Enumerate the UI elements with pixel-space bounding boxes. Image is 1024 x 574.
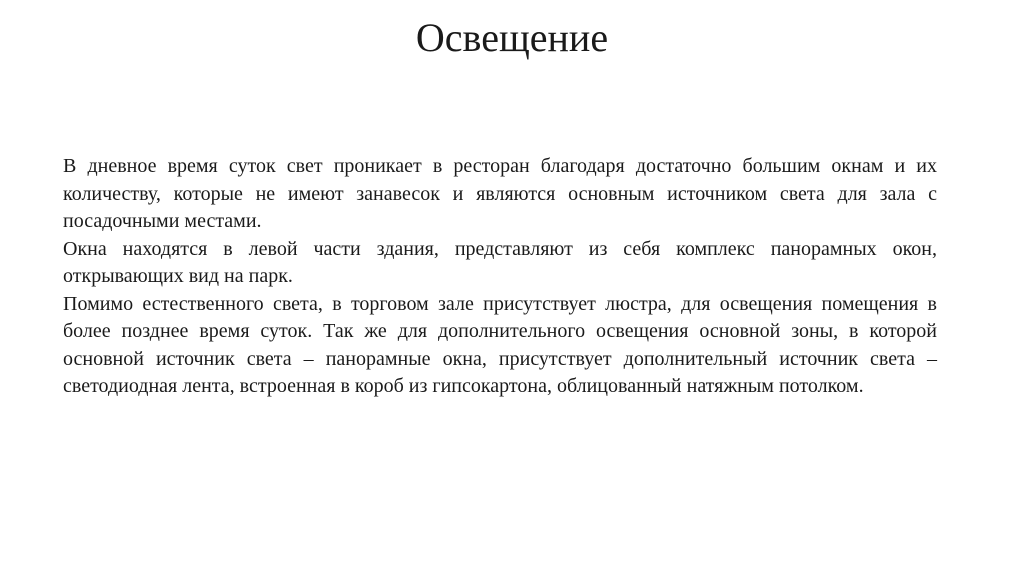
slide-title: Освещение bbox=[415, 15, 609, 60]
paragraph-windows: Окна находятся в левой части здания, представляют из себя комплекс панорамных окон, открывающих вид на парк. bbox=[63, 237, 937, 287]
paragraph-artificial-lighting: Помимо естественного света, в торговом зале присутствует люстра, для освещения помещения в более позднее время суток. Так же для дополнительного освещения основной зоны, в которой основной источник света – панорамные окна, присутствует дополнительный источник света – светодиодная лента, встроенная в короб из гипсокартона, облицованный натяжным потолком. bbox=[63, 292, 937, 397]
paragraph-daylight: В дневное время суток свет проникает в ресторан благодаря достаточно большим окнам и их количеству, которые не имеют занавесок и являются основным источником света для зала с посадочными местами. bbox=[63, 155, 937, 232]
slide-body bbox=[63, 153, 937, 401]
